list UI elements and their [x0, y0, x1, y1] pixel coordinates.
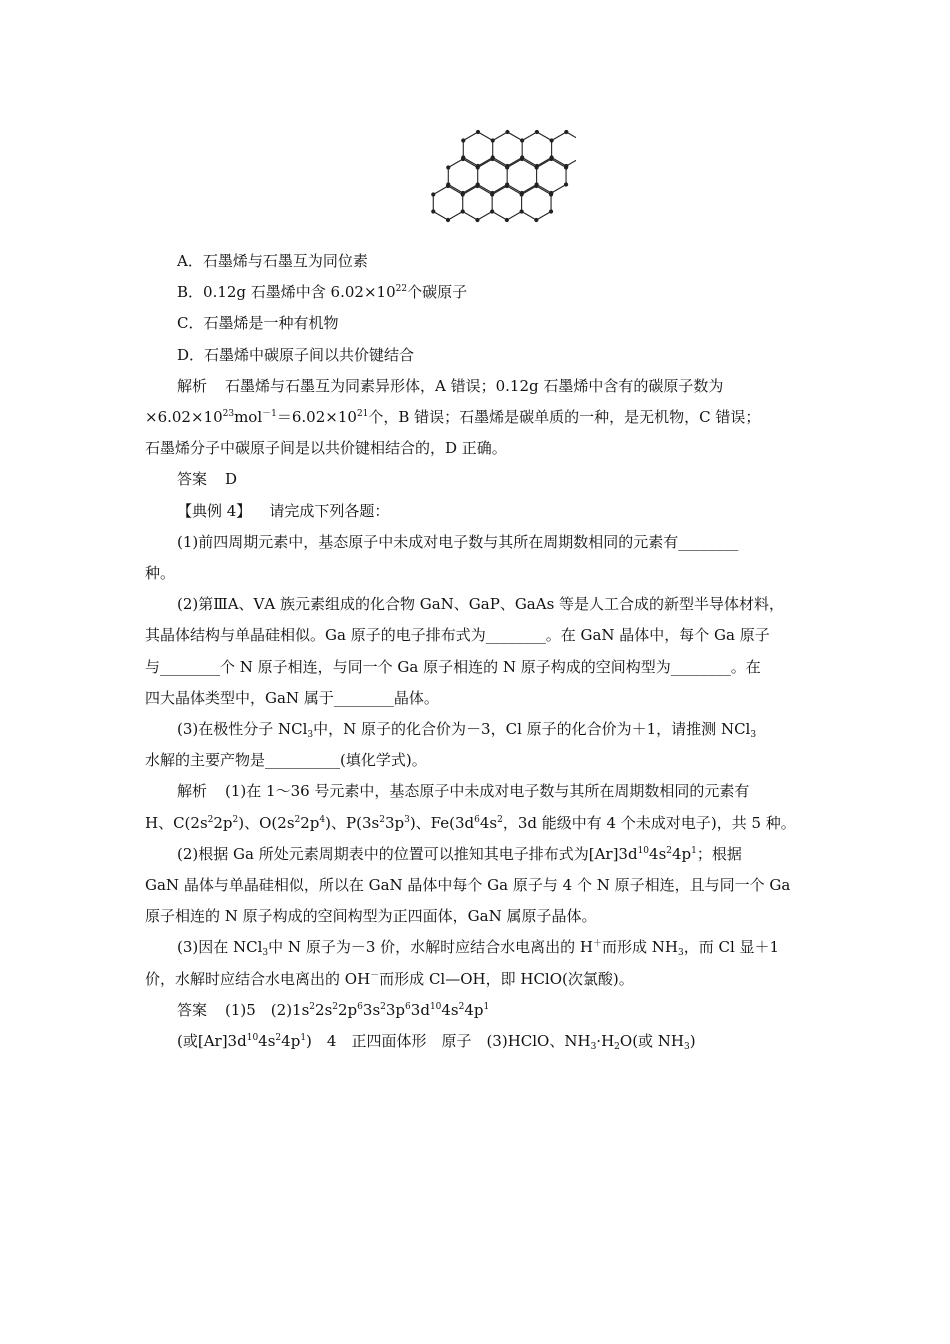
carbon-atom [505, 218, 509, 222]
carbon-bond [477, 186, 492, 195]
carbon-atom [520, 138, 524, 142]
carbon-atom [431, 209, 435, 213]
carbon-bond [492, 212, 507, 221]
carbon-bond [448, 159, 463, 168]
carbon-atom [446, 184, 450, 188]
analysis-2-line-6: (3)因在 NCl$_3$中 N 原子为－3 价，水解时应结合水电离出的 H＋而形成 $NH_3$，而 Cl 显＋1 [177, 938, 780, 959]
analysis-2-line-7: 价，水解时应结合水电离出的 OH－而形成 Cl—OH，即 HClO(次氯酸)。 [145, 969, 634, 988]
carbon-bond [522, 159, 537, 168]
carbon-bond [552, 132, 567, 141]
question-1-line-2: 种。 [145, 564, 176, 583]
carbon-bond [493, 158, 508, 167]
carbon-bond [551, 185, 566, 194]
example-title: 【典例 4】 [177, 501, 252, 520]
carbon-atom [535, 165, 539, 169]
analysis-label: 解析 [177, 376, 208, 395]
carbon-bond [522, 158, 537, 167]
question-2-line-4: 四大晶体类型中，GaN 属于________晶体。 [145, 688, 439, 707]
carbon-bond [463, 158, 478, 167]
analysis-2-line-5: 原子相连的 N 原子构成的空间构型为正四面体，GaN 属原子晶体。 [145, 907, 597, 926]
carbon-atom [491, 138, 495, 142]
carbon-bond [522, 212, 537, 221]
carbon-atom [446, 165, 450, 169]
carbon-atom [550, 138, 554, 142]
carbon-atom [549, 157, 553, 161]
carbon-atom [520, 209, 524, 213]
carbon-bond [448, 185, 463, 194]
option-c: C．石墨烯是一种有机物 [177, 314, 339, 333]
carbon-atom [461, 192, 465, 196]
analysis-1-line-2: $\times 6.02\times 10^{23}mol^{-1}=6.02\times 10^{21}$个，B 错误；石墨烯是碳单质的一种，是无机物，C 错误； [145, 408, 761, 427]
analysis-2-line-2: H、$C(2s^22p^2)$、$O(2s^22p^4)$、$P(3s^23p^3)$、$Fe(3d^64s^2$，3d 能级中有 4 个未成对电子)，共 5 种。 [145, 813, 796, 832]
question-3-line-1: (3)在极性分子 NCl$_3$中，N 原子的化合价为－3，Cl 原子的化合价为＋1，请推测 NCl$_3$ [177, 720, 757, 741]
carbon-atom [475, 218, 479, 222]
carbon-bond [448, 212, 463, 221]
answer-value: D [225, 470, 238, 489]
carbon-atom [461, 209, 465, 213]
carbon-atom [490, 209, 494, 213]
carbon-atom [505, 130, 509, 134]
analysis-1-line-1: 解析 石墨烯与石墨互为同素异形体，A 错误；0.12g 石墨烯中含有的碳原子数为 [177, 376, 724, 395]
carbon-bond [552, 158, 567, 167]
graphene-structure-diagram [416, 120, 576, 236]
carbon-bond [463, 212, 478, 221]
carbon-atom [564, 182, 568, 186]
carbon-atom [461, 157, 465, 161]
carbon-bond [493, 132, 508, 141]
carbon-bond [536, 212, 551, 221]
carbon-atom [505, 184, 509, 188]
carbon-atom [564, 165, 568, 169]
carbon-atom [549, 209, 553, 213]
option-b: B．0.12g 石墨烯中含 $6.02\times 10^{22}$个碳原子 [177, 283, 468, 302]
answer-1 [145, 464, 810, 495]
analysis-2-line-4: GaN 晶体与单晶硅相似，所以在 GaN 晶体中每个 Ga 原子与 4 个 N 原子相连，且与同一个 Ga [145, 876, 791, 895]
answer-label: 答案 [177, 470, 208, 489]
carbon-bond [478, 185, 493, 194]
carbon-atom [534, 184, 538, 188]
carbon-atom [475, 184, 479, 188]
carbon-bond [507, 132, 522, 141]
carbon-atom [564, 130, 568, 134]
answer-label: 答案 [177, 1000, 208, 1019]
carbon-bond [507, 186, 522, 195]
question-2-line-2: 其晶体结构与单晶硅相似。Ga 原子的电子排布式为________。在 GaN 晶体中，每个 Ga 原子 [145, 626, 770, 645]
carbon-bond [478, 132, 493, 141]
carbon-atom [505, 165, 509, 169]
carbon-bond [522, 132, 537, 141]
carbon-atom [535, 130, 539, 134]
question-1-line-1: (1)前四周期元素中，基态原子中未成对电子数与其所在周期数相同的元素有________ [177, 532, 739, 551]
option-a: A．石墨烯与石墨互为同位素 [177, 252, 368, 270]
analysis-2-line-3: (2)根据 Ga 所处元素周期表中的位置可以推知其电子排布式为$[Ar]3d^{10}4s^24p^1$；根据 [177, 844, 742, 863]
carbon-atom [446, 218, 450, 222]
question-2-line-3: 与________个 N 原子相连，与同一个 Ga 原子相连的 N 原子构成的空间构型为________。在 [145, 657, 761, 676]
carbon-atom [490, 192, 494, 196]
answer-2-line-2: (或$[Ar]3d^{10}4s^24p^1$) 4 正四面体形 原子 (3)HClO、$NH_3\cdot H_2O$(或 $NH_3$) [177, 1032, 696, 1053]
carbon-atom [549, 192, 553, 196]
carbon-bond [537, 132, 552, 141]
carbon-atom [520, 192, 524, 196]
carbon-bond [536, 186, 551, 195]
carbon-bond [551, 159, 566, 168]
carbon-bond [537, 185, 552, 194]
carbon-bond [433, 212, 448, 221]
carbon-atom [431, 192, 435, 196]
carbon-atom [520, 157, 524, 161]
carbon-atom [476, 130, 480, 134]
carbon-bond [463, 132, 478, 141]
carbon-atom [461, 138, 465, 142]
question-3-line-2: 水解的主要产物是__________(填化学式)。 [145, 751, 427, 770]
carbon-bond [507, 185, 522, 194]
carbon-atom [534, 218, 538, 222]
carbon-bond [463, 159, 478, 168]
analysis-1-line-3: 石墨烯分子中碳原子间是以共价键相结合的，D 正确。 [145, 439, 507, 458]
analysis-2-line-1: 解析 (1)在 1～36 号元素中，基态原子中未成对电子数与其所在周期数相同的元素有 [177, 782, 750, 801]
carbon-bond [477, 212, 492, 221]
carbon-atom [476, 165, 480, 169]
carbon-bond [433, 186, 448, 195]
carbon-bond [492, 159, 507, 168]
carbon-bond [448, 186, 463, 195]
question-2-line-1: (2)第ⅢA、ⅤA 族元素组成的化合物 GaN、GaP、GaAs 等是人工合成的新型半导体材料， [177, 595, 785, 614]
carbon-bond [507, 212, 522, 221]
carbon-atom [490, 157, 494, 161]
answer-2-line-1: 答案 (1)5 $(2)1s^22s^22p^63s^23p^63d^{10}4s^24p^1$ [177, 1000, 490, 1019]
document-body [145, 246, 810, 1057]
option-d: D．石墨烯中碳原子间以共价键结合 [177, 345, 415, 364]
analysis-label: 解析 [177, 782, 208, 801]
example-4-heading: 【典例 4】 请完成下列各题： [177, 501, 390, 520]
